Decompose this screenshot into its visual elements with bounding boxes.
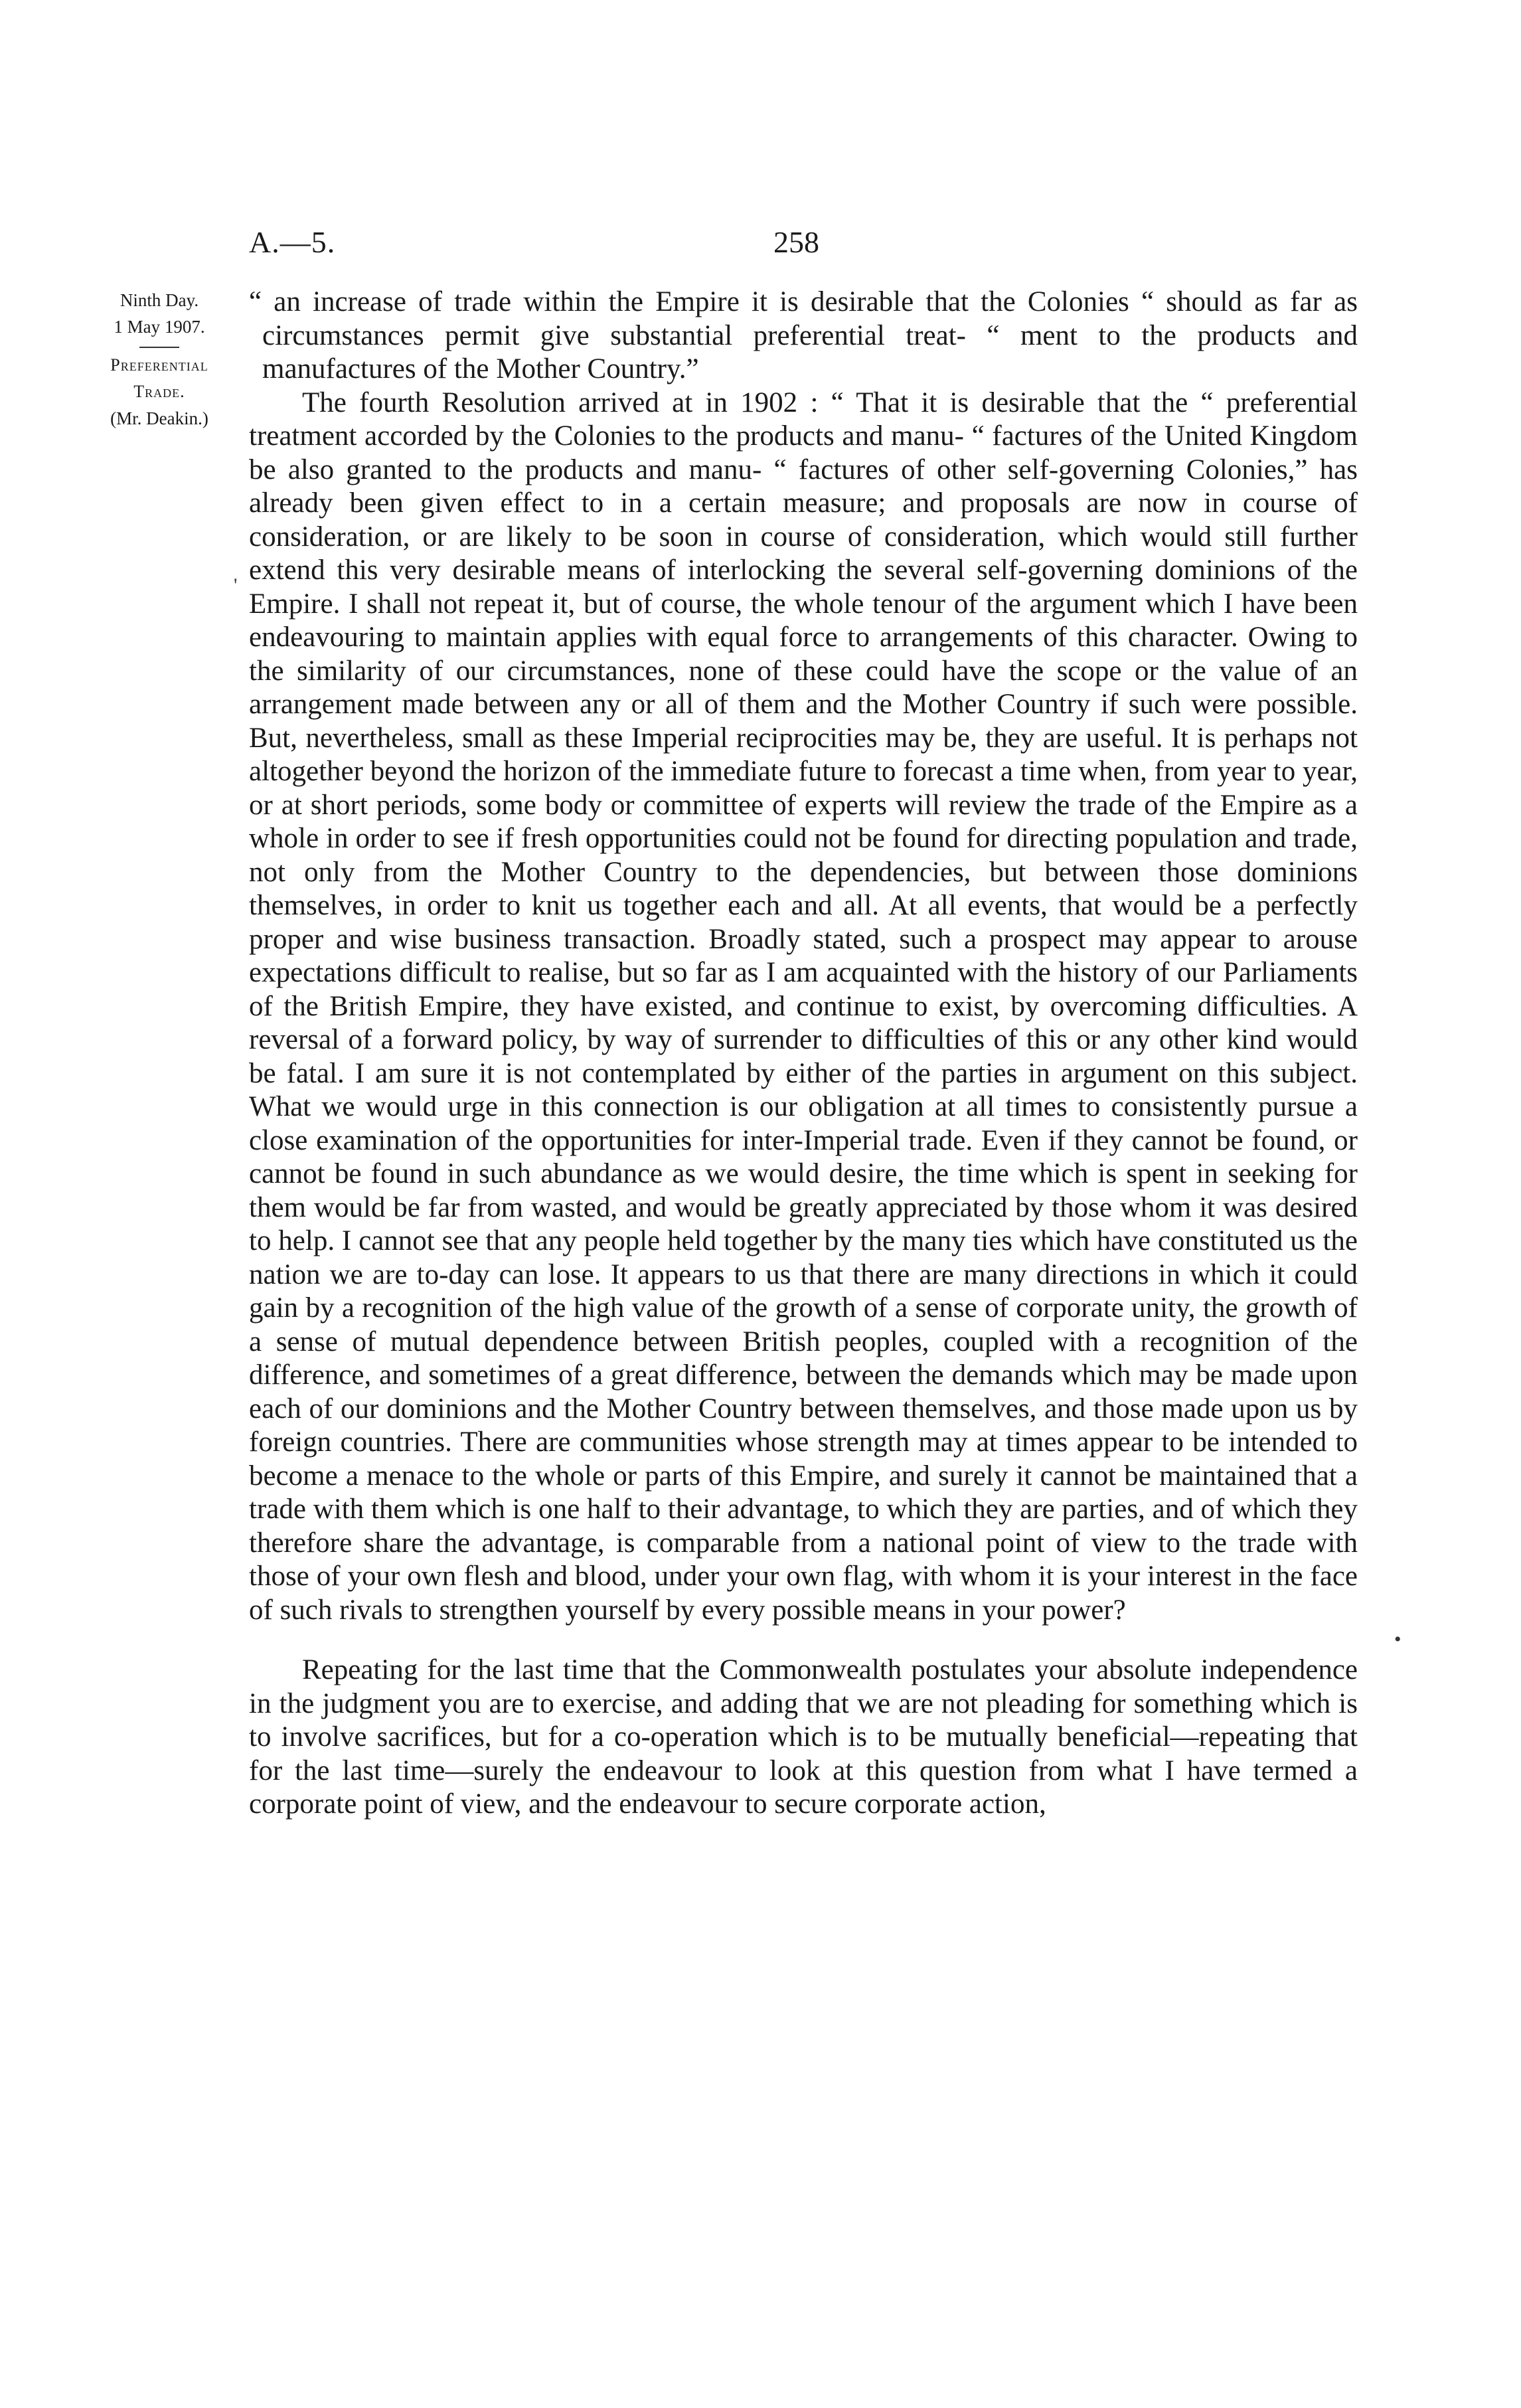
margin-dot-mark: •	[1394, 1628, 1401, 1650]
margin-tick-mark: '	[234, 574, 238, 596]
page-reference: A.—5.	[249, 225, 336, 259]
margin-note-rule	[139, 347, 179, 348]
margin-note-day: Ninth Day.	[120, 290, 199, 310]
page-number: 258	[773, 225, 819, 259]
paragraph-quote-continuation: “ an increase of trade within the Empire it is desirable that the Colonies “ should as far as circumstances permit give substantial preferential treat- “ ment to the products and manufactures of the Mother Country.”	[249, 286, 1358, 385]
margin-note	[80, 287, 239, 432]
margin-note-topic-line1: Preferential	[110, 355, 208, 375]
body-text	[249, 286, 1358, 1822]
margin-note-speaker: (Mr. Deakin.)	[110, 408, 208, 428]
margin-note-topic-line2: Trade.	[133, 382, 185, 401]
paragraph-fourth-resolution: The fourth Resolution arrived at in 1902 : “ That it is desirable that the “ preferential treatment accorded by the Colonies to the products and manu- “ factures of the United Kingdom be also granted to the products and manu- “ factures of other self-governing Colonies,” has already been given effect to in a certain measure; and proposals are now in course of consideration, or are likely to be soon in course of consideration, which would still further extend this very desirable means of interlocking the several self-governing dominions of the Empire. I shall not repeat it, but of course, the whole tenour of the argument which I have been endeavouring to maintain applies with equal force to arrangements of this character. Owing to the similarity of our circumstances, none of these could have the scope or the value of an arrangement made between any or all of them and the Mother Country if such were possible. But, nevertheless, small as these Imperial reciprocities may be, they are useful. It is perhaps not altogether beyond the horizon of the immediate future to forecast a time when, from year to year, or at short periods, some body or committee of experts will review the trade of the Empire as a whole in order to see if fresh opportunities could not be found for directing population and trade, not only from the Mother Country to the dependencies, but between those dominions themselves, in order to knit us together each and all. At all events, that would be a perfectly proper and wise business transaction. Broadly stated, such a prospect may appear to arouse expectations difficult to realise, but so far as I am acquainted with the history of our Parliaments of the British Empire, they have existed, and continue to exist, by overcoming difficulties. A reversal of a forward policy, by way of surrender to difficulties of this or any other kind would be fatal. I am sure it is not contemplated by either of the parties in argument on this subject. What we would urge in this connection is our obligation at all times to consistently pursue a close examination of the opportunities for inter-Imperial trade. Even if they cannot be found, or cannot be found in such abundance as we would desire, the time which is spent in seeking for them would be far from wasted, and would be greatly appreciated by those whom it was desired to help. I cannot see that any people held together by the many ties which have constituted us the nation we are to-day can lose. It appears to us that there are many directions in which it could gain by a recognition of the high value of the growth of a sense of corporate unity, the growth of a sense of mutual dependence between British peoples, coupled with a recognition of the difference, and sometimes of a great difference, between the demands which may be made upon each of our dominions and the Mother Country between themselves, and those made upon us by foreign countries. There are communities whose strength may at times appear to be intended to become a menace to the whole or parts of this Empire, and surely it cannot be maintained that a trade with them which is one half to their advantage, to which they are parties, and of which they therefore share the advantage, is comparable from a national point of view to the trade with those of your own flesh and blood, under your own flag, with whom it is your interest in the face of such rivals to strengthen yourself by every possible means in your power?	[249, 387, 1358, 1626]
margin-note-date: 1 May 1907.	[114, 317, 205, 337]
paragraph-repeating: Repeating for the last time that the Commonwealth postulates your absolute independence in the judgment you are to exercise, and adding that we are not pleading for something which is to involve sacrifices, but for a co-operation which is to be mutually beneficial—repeating that for the last time—surely the endeavour to look at this question from what I have termed a corporate point of view, and the endeavour to secure corporate action,	[249, 1654, 1358, 1820]
